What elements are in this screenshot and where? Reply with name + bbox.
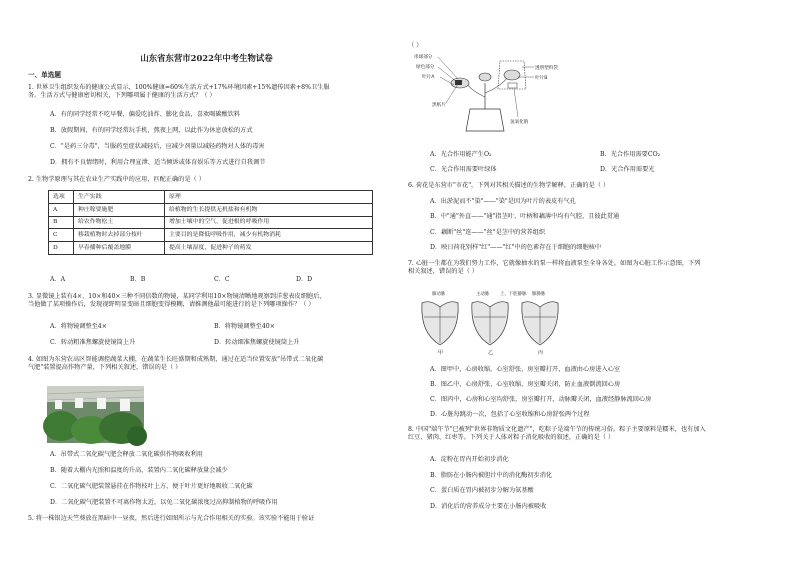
- stem-line: 1. 世界卫生组织发布的健康公式显示，100%健康=60%生活方式+17%环境因素+15%遗传因素+8%卫生服: [28, 84, 330, 91]
- table-cell: A: [49, 203, 74, 216]
- label-pulmonary-artery: 肺动脉: [432, 292, 446, 297]
- greenhouse-photo: [47, 386, 144, 443]
- q4-option-c: C．二氧化碳气肥装置悬挂在作物枝叶上方，便于叶片更好地吸收二氧化碳: [50, 483, 253, 490]
- caption-jia: 甲: [438, 350, 444, 356]
- co2-bag: [55, 400, 62, 409]
- label-black-paper: 黑纸片: [432, 103, 446, 108]
- co2-bag: [97, 398, 106, 409]
- stem-line: 7. 心脏一生都在为我们努力工作，它就像抽水的泵一样将血液泵至全身各处。如图为心脏工作示意图，下列: [408, 260, 701, 267]
- q6-option-b: B．中"通"外直——"通"指茎叶、叶柄和藕薄中均有气腔，且彼此贯通: [430, 213, 620, 220]
- q2-answer-a: A．A: [50, 276, 66, 283]
- table-cell: C: [49, 229, 74, 242]
- q8-option-c: C．蛋白质在胃内被初步分解为氨基酸: [430, 487, 534, 494]
- table-cell: B: [49, 216, 74, 229]
- table-cell: 早春播种后覆盖地膜: [74, 242, 165, 255]
- left-column: [24, 0, 389, 561]
- label-leaf-b: 叶片B: [535, 76, 548, 81]
- table-row: [49, 229, 373, 242]
- question-2-stem: 2. 生物学原理与其在农业生产实践中的应用，匹配正确的是（ ）: [28, 176, 205, 183]
- flower-pot: [466, 109, 504, 131]
- stem-line: 务。生活方式与健康密切相关，下列哪项属于健康的生活方式？（ ）: [28, 92, 216, 100]
- co2-bag: [120, 399, 130, 411]
- q8-option-b: B．脂肪在小肠内被胆汁中的消化酶初步消化: [430, 472, 553, 479]
- stem-line: 3. 显微镜上装有4×、10×和40×三种不同倍数的物镜，某同学利用10×物镜清晰地观察到洋葱表皮细胞后，: [28, 293, 326, 300]
- stem-line: 当他做了某项操作后，发现视野明显变暗且细胞变得模糊，请推测他最可能进行的是下列哪项操作？（ ）: [28, 301, 315, 309]
- caption-yi: 乙: [488, 350, 494, 356]
- table-header-cell: 原理: [165, 191, 373, 204]
- q4-option-b: B．随着大棚内光照和温度的升高，装置内二氧化碳释放量会减少: [50, 467, 228, 474]
- label-pulmonary-vein: 肺静脉: [532, 292, 546, 297]
- q8-option-a: A．淀粉在胃内开始初步消化: [430, 456, 509, 463]
- table-header-cell: 选项: [49, 191, 74, 204]
- page-title: 山东省东营市2022年中考生物试卷: [140, 53, 273, 63]
- q7-option-b: B．图乙中，心房舒张、心室收缩，房室瓣关闭，防止血液倒流回心房: [430, 381, 621, 388]
- heart-bing: [522, 302, 558, 345]
- table-row: [49, 242, 373, 255]
- q5-option-a: A．光合作用能产生O₂: [430, 151, 492, 158]
- question-6-stem: 6. 荷花是东营市"市花"，下列对其相关描述的生物学解释，正确的是（ ）: [408, 182, 610, 189]
- caption-bing: 丙: [538, 350, 544, 356]
- label-green-part: 绿色部分: [416, 65, 435, 70]
- stem-line: 红豆、猪肉、红枣等。下列关于人体对粽子消化吸收的叙述，正确的是（ ）: [408, 434, 615, 442]
- table-header-row: [49, 191, 373, 204]
- heart-diagram: [416, 289, 566, 355]
- stem-line: 气肥"装置提高作物产量，下列相关叙述，错误的是（ ）: [28, 364, 182, 372]
- question-5-stem: 5. 将一株银边天竺葵放在黑暗中一昼夜，然后进行如图所示与光合作用相关的实验。该实验不能用于验证: [28, 515, 315, 522]
- q7-option-a: A．图甲中，心房收缩、心室舒张，房室瓣打开，血液由心房进入心室: [430, 366, 621, 373]
- table-cell: D: [49, 242, 74, 255]
- right-column: [404, 0, 776, 561]
- stem-line: 4. 如图为东营农高区智能调控蔬菜大棚，在蔬菜生长旺盛期和成熟期，通过在适当位置安放"吊带式二氧化碳: [28, 356, 324, 363]
- table-cell: 提高土壤湿度，促进种子的萌发: [165, 242, 373, 255]
- q3-option-d: D．转动细准焦螺旋使镜筒上升: [214, 339, 300, 346]
- q7-option-c: C．图丙中，心房和心室均舒张，房室瓣打开，动脉瓣关闭，血液经静脉流回心房: [430, 396, 652, 403]
- stem-line: 8. 中国"端午节"已被列"世界非物质文化遗产"，吃粽子是端午节的传统习俗。粽子主要原料是糯米，也有加入: [408, 426, 706, 433]
- leaf-b: [504, 70, 520, 80]
- q7-option-d: D．心脏每跳动一次，包括了心室收缩和心房舒张两个过程: [430, 411, 590, 418]
- q6-option-a: A．出淤泥而不"染"——"染"是因为叶片的表皮有气孔: [430, 198, 576, 205]
- label-variegated-part: 串球部分: [414, 55, 433, 60]
- q5-option-b: B．光合作用需要CO₂: [600, 151, 661, 158]
- label-plastic-bag: 透明塑料袋: [535, 66, 558, 71]
- section-heading: 一、单选题: [28, 71, 61, 79]
- q5-option-d: D．光合作用需要光: [600, 166, 655, 173]
- q1-option-c: C．"是药三分毒"，当服药至症状减轻后，应减少剂量以减轻药物对人体的毒害: [50, 143, 265, 150]
- q2-answer-c: C．C: [214, 276, 230, 283]
- black-paper: [455, 80, 462, 85]
- table-cell: 移栽植物时去掉部分枝叶: [74, 229, 165, 242]
- label-naoh: 氢氧化钠: [510, 120, 529, 125]
- q8-option-d: D．消化后的营养成分主要在小肠内被吸收: [430, 503, 547, 510]
- table-cell: 给农作物松土: [74, 216, 165, 229]
- table-cell: 增加土壤中的空气，促进根的呼吸作用: [165, 216, 373, 229]
- q4-option-a: A．吊带式二氧化碳气肥会释放二氧化碳供作物吸收利用: [50, 451, 203, 458]
- question-4-stem: [28, 356, 388, 372]
- heart-yi: [472, 302, 508, 345]
- q6-option-c: C．藕断"丝"连——"丝"是茎中的营养组织: [430, 229, 546, 236]
- table-cell: 给植物的生长提供无机盐和有机物: [165, 203, 373, 216]
- plant-experiment-diagram: [414, 53, 558, 143]
- q3-option-b: B．将物镜调整至40×: [214, 323, 275, 330]
- table-row: [49, 216, 373, 229]
- q3-option-a: A．将物镜调整至4×: [50, 323, 107, 330]
- q2-answer-b: B．B: [130, 276, 146, 283]
- table-header-cell: 生产实践: [74, 191, 165, 204]
- q5-paren: （ ）: [408, 42, 423, 49]
- q6-option-d: D．映日荷花别样"红"——"红"中的色素存在于细胞的细胞核中: [430, 244, 602, 251]
- vegetable-plants: [127, 426, 147, 446]
- table-cell: 种庄稼要施肥: [74, 203, 165, 216]
- q4-option-d: D．二氧化碳气肥装置不可离作物太近，以免二氧化碳浓度过高抑制植物的呼吸作用: [50, 499, 278, 506]
- table-row: [49, 203, 373, 216]
- q5-option-c: C．光合作用需要叶绿体: [430, 166, 497, 173]
- table-cell: 主要目的是降低呼吸作用，减少有机物消耗: [165, 229, 373, 242]
- q3-option-c: C．转动粗准焦螺旋使镜筒上升: [50, 339, 136, 346]
- label-leaf-a: 叶片A: [422, 75, 435, 80]
- co2-bag: [75, 398, 83, 408]
- question-8-stem: [408, 426, 768, 442]
- q2-answer-d: D．D: [296, 276, 313, 283]
- question-3-stem: [28, 293, 388, 309]
- question-7-stem: [408, 260, 768, 276]
- q1-option-b: B．放假期间，有的同学经常玩手机，熬夜上网，以此作为休息放松的方式: [50, 127, 253, 134]
- q2-table: [48, 190, 373, 255]
- label-vena-cava: 上、下腔静脉: [500, 292, 527, 297]
- heart-jia: [422, 302, 458, 345]
- leaf: [479, 73, 491, 81]
- question-1-stem: [28, 84, 388, 100]
- label-aorta: 主动脉: [476, 292, 490, 297]
- stem-line: 相关叙述，错误的是（ ）: [408, 268, 479, 276]
- q1-option-d: D．拥有不良情绪时，利用合理宣泄、适当倾诉或体育娱乐等方式进行自我调节: [50, 159, 266, 166]
- q1-option-a: A．有的同学经常不吃早餐，偏爱吃油炸、膨化食品，喜欢喝碳酸饮料: [50, 111, 241, 118]
- naoh-container: [508, 83, 517, 88]
